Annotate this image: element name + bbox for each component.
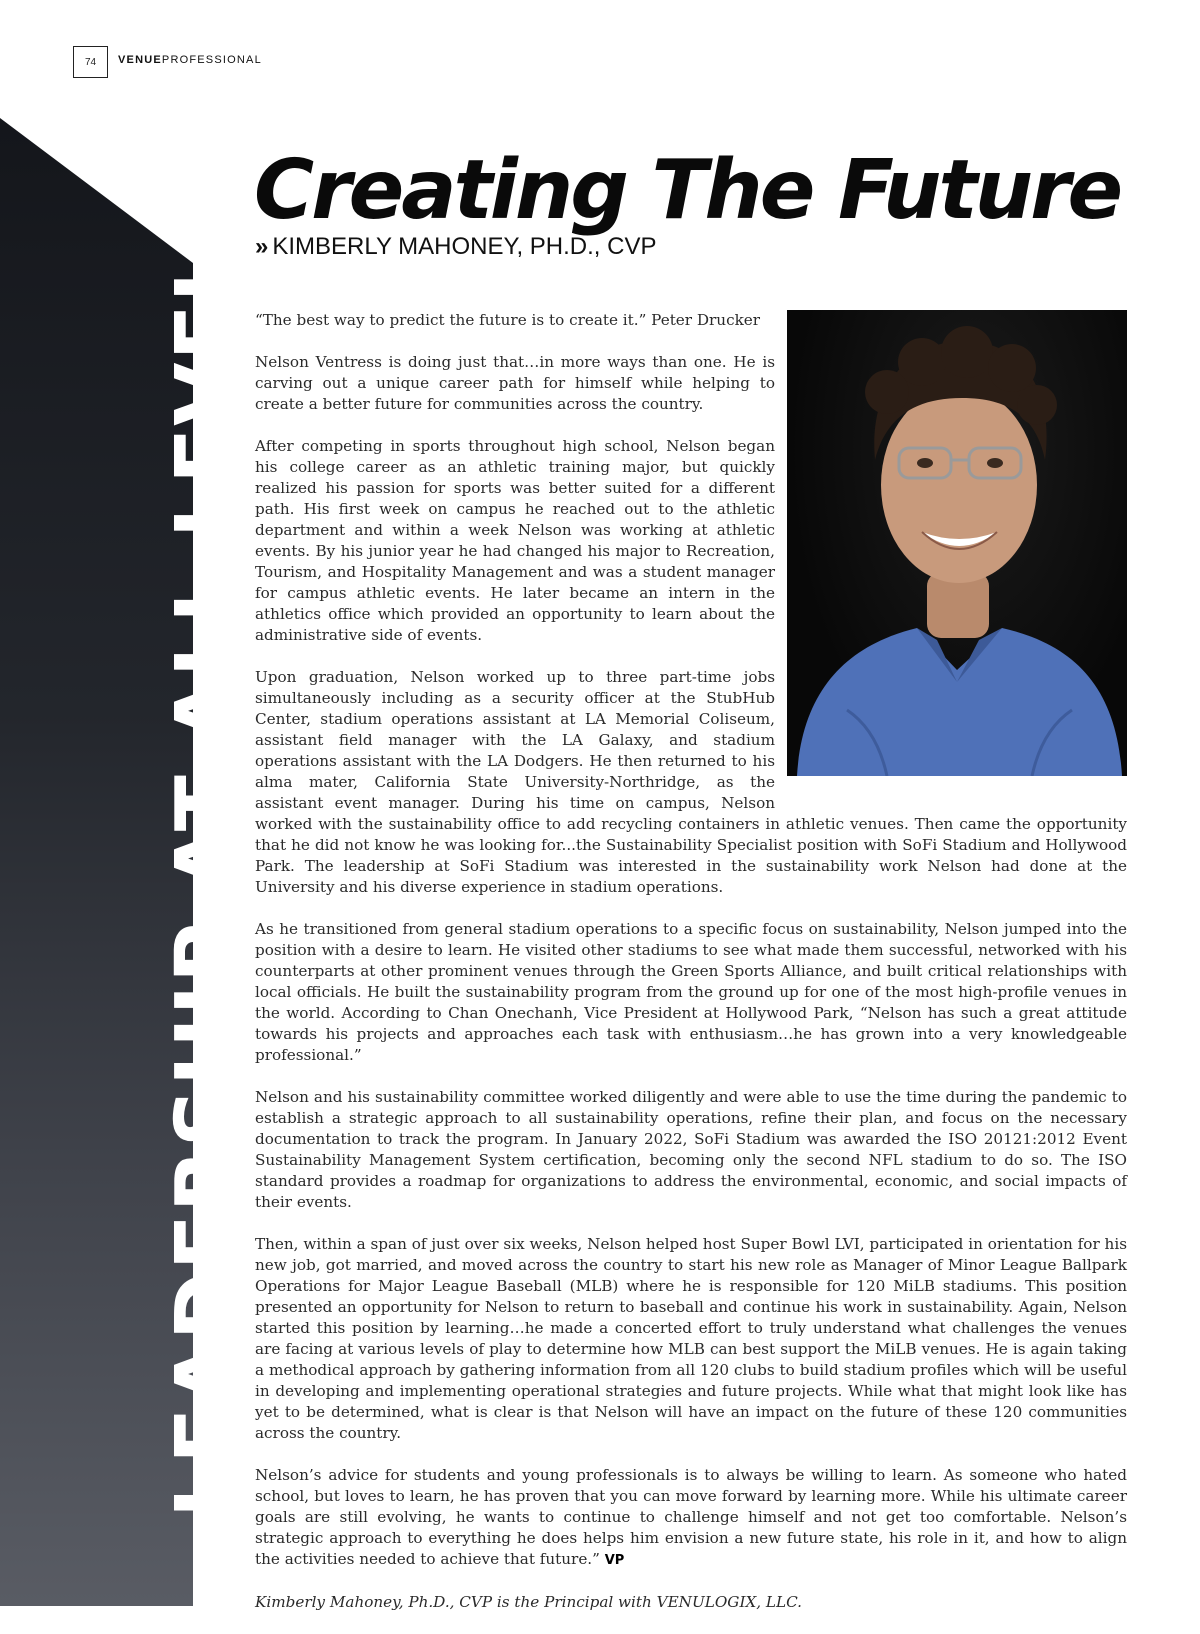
byline: [255, 233, 656, 261]
article-paragraph: Nelson and his sustainability committee worked diligently and were able to use the time during the pandemic to establish a strategic approach to all sustainability operations, refine their plan, and focus on the necessary documentation to track the program. In January 2022, SoFi Stadium was awarded the ISO 20121:2012 Event Sustainability Management System certification, becoming only the second NFL stadium to do so. The ISO standard provides a roadmap for organizations to address the environmental, economic, and social impacts of their events.: [255, 1088, 1127, 1211]
final-paragraph-text: Nelson’s advice for students and young professionals is to always be willing to learn. As someone who hated school, but loves to learn, he has proven that you can move forward by learning more. While his ultimate career goals are still evolving, he wants to continue to challenge himself and not get too comfortable. Nelson’s strategic approach to everything he does helps him envision a new future state, his role in it, and how to align the activities needed to achieve that future.”: [255, 1466, 1127, 1568]
end-mark: VP: [604, 1553, 625, 1568]
photo-spacer: [775, 310, 1127, 794]
article-paragraph: Nelson Ventress is doing just that…in more ways than one. He is carving out a unique career path for himself while helping to create a better future for communities across the country.: [255, 353, 775, 413]
magazine-name-light: PROFESSIONAL: [161, 54, 262, 66]
byline-author: KIMBERLY MAHONEY, PH.D., CVP: [272, 233, 657, 260]
magazine-name-bold: VENUE: [118, 54, 162, 66]
page-number: 74: [73, 46, 108, 78]
magazine-name: [118, 54, 262, 66]
article-paragraph: Then, within a span of just over six weeks, Nelson helped host Super Bowl LVI, participated in orientation for his new job, got married, and moved across the country to start his new role as Manager of Minor League Ballpark Operations for Major League Baseball (MLB) where he is responsible for 120 MiLB stadiums. This position presented an opportunity for Nelson to return to baseball and continue his work in sustainability. Again, Nelson started this position by learning…he made a concerted effort to truly understand what challenges the venues are facing at various levels of play to determine how MLB can best support the MiLB venues. He is again taking a methodical approach by gathering information from all 120 clubs to build stadium profiles which will be useful in developing and implementing operational strategies and future projects. While what that might look like has yet to be determined, what is clear is that Nelson will have an impact on the future of these 120 communities across the country.: [255, 1235, 1127, 1442]
article-paragraph: As he transitioned from general stadium operations to a specific focus on sustainability, Nelson jumped into the position with a desire to learn. He visited other stadiums to see what made them successful, networked with his counterparts at other prominent venues through the Green Sports Alliance, and built critical relationships with local officials. He built the sustainability program from the ground up for one of the most high-profile venues in the world. According to Chan Onechanh, Vice President at Hollywood Park, “Nelson has such a great attitude towards his projects and approaches each task with enthusiasm…he has grown into a very knowledgeable professional.”: [255, 920, 1127, 1064]
article-body: [255, 310, 1127, 1634]
article-title: Creating The Future: [254, 142, 1121, 238]
author-bio: Kimberly Mahoney, Ph.D., CVP is the Principal with VENULOGIX, LLC.: [255, 1593, 802, 1611]
article-paragraph: After competing in sports throughout high school, Nelson began his college career as an athletic training major, but quickly realized his passion for sports was better suited for a different path. His first week on campus he reached out to the athletic department and within a week Nelson was working at athletic events. By his junior year he had changed his major to Recreation, Tourism, and Hospitality Management and was a student manager for campus athletic events. He later became an intern in the athletics office which provided an opportunity to learn about the administrative side of events.: [255, 437, 775, 644]
chevron-right-icon: »: [255, 233, 269, 260]
section-title-vertical: LEADERSHIP AT ALL LEVELS: [159, 187, 254, 1518]
article-quote: “The best way to predict the future is to create it.” Peter Drucker: [255, 311, 761, 329]
article-final-paragraph: [255, 1465, 1127, 1571]
article-paragraph: Upon graduation, Nelson worked up to three part-time jobs simultaneously including as a security officer at the StubHub Center, stadium operations assistant at LA Memorial Coliseum, assistant field manager with the LA Galaxy, and stadium operations assistant with the LA Dodgers. He then returned to his alma mater, California State University-Northridge, as the assistant event manager. During his time on campus, Nelson worked with the sustainability office to add recycling containers in athletic venues. Then came the opportunity that he did not know he was looking for...the Sustainability Specialist position with SoFi Stadium and Hollywood Park. The leadership at SoFi Stadium was interested in the sustainability work Nelson had done at the University and his diverse experience in stadium operations.: [255, 668, 1127, 896]
